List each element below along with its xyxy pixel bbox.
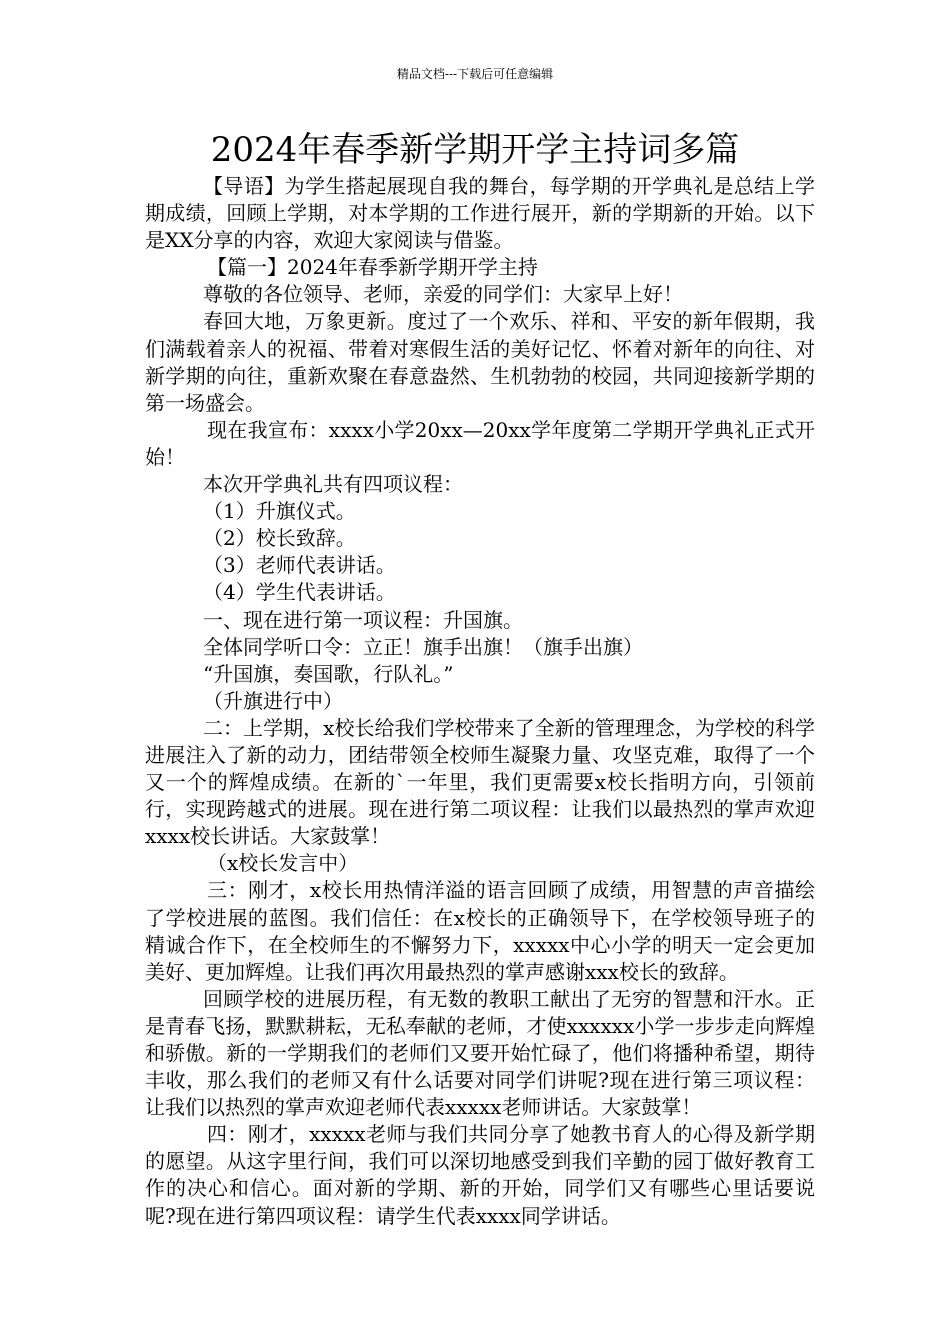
paragraph-stage-note: （升旗进行中） bbox=[203, 688, 343, 713]
agenda-item: （1）升旗仪式。 bbox=[203, 499, 356, 524]
document-title: 2024年春季新学期开学主持词多篇 bbox=[210, 130, 740, 170]
paragraph: 全体同学听口令：立正！旗手出旗！（旗手出旗） bbox=[203, 634, 643, 659]
paragraph-section-heading: 【篇一】2024年春季新学期开学主持 bbox=[207, 255, 538, 280]
paragraph: 四：刚才，xxxxx老师与我们共同分享了她教书育人的心得及新学期的愿望。从这字里行间，我们可以深切地感受到我们辛勤的园丁做好教育工作的决心和信心。面对新的学期、新的开始，同学们又有哪些心里话要说呢?现在进行第四项议程：请学生代表xxxx同学讲话。 bbox=[145, 1122, 815, 1228]
paragraph: 春回大地，万象更新。度过了一个欢乐、祥和、平安的新年假期，我们满载着亲人的祝福、带着对寒假生活的美好记忆、怀着对新年的向往、对新学期的向往，重新欢聚在春意盎然、生机勃勃的校园，共同迎接新学期的第一场盛会。 bbox=[145, 309, 815, 415]
paragraph-agenda-intro: 本次开学典礼共有四项议程： bbox=[203, 472, 463, 497]
paragraph: 一、现在进行第一项议程：升国旗。 bbox=[203, 607, 523, 632]
document-body bbox=[145, 173, 815, 1230]
agenda-item: （2）校长致辞。 bbox=[203, 526, 356, 551]
paragraph-announcement: 现在我宣布：xxxx小学20xx—20xx学年度第二学期开学典礼正式开始！ bbox=[145, 417, 815, 469]
agenda-item: （4）学生代表讲话。 bbox=[203, 580, 396, 605]
paragraph-quote: “升国旗，奏国歌，行队礼。” bbox=[203, 661, 454, 686]
agenda-item: （3）老师代表讲话。 bbox=[203, 553, 396, 578]
paragraph: 二：上学期，x校长给我们学校带来了全新的管理理念，为学校的科学进展注入了新的动力，团结带领全校师生凝聚力量、攻坚克难，取得了一个又一个的辉煌成绩。在新的`一年里，我们更需要x校长指明方向，引领前行，实现跨越式的进展。现在进行第二项议程：让我们以最热烈的掌声欢迎xxxx校长讲话。大家鼓掌！ bbox=[145, 715, 815, 849]
paragraph-greeting: 尊敬的各位领导、老师，亲爱的同学们：大家早上好！ bbox=[203, 282, 683, 307]
paragraph: 三：刚才，x校长用热情洋溢的语言回顾了成绩，用智慧的声音描绘了学校进展的蓝图。我们信任：在x校长的正确领导下，在学校领导班子的精诚合作下，在全校师生的不懈努力下，xxxxx中心小学的明天一定会更加美好、更加辉煌。让我们再次用最热烈的掌声感谢xxx校长的致辞。 bbox=[145, 878, 815, 984]
paragraph: 回顾学校的进展历程，有无数的教职工献出了无穷的智慧和汗水。正是青春飞扬，默默耕耘，无私奉献的老师，才使xxxxxx小学一步步走向辉煌和骄傲。新的一学期我们的老师们又要开始忙碌了，他们将播种希望，期待丰收，那么我们的老师又有什么话要对同学们讲呢?现在进行第三项议程：让我们以热烈的掌声欢迎老师代表xxxxx老师讲话。大家鼓掌！ bbox=[145, 986, 815, 1120]
header-note: 精品文档---下载后可任意编辑 bbox=[396, 67, 554, 81]
paragraph-intro: 【导语】为学生搭起展现自我的舞台，每学期的开学典礼是总结上学期成绩，回顾上学期，对本学期的工作进行展开，新的学期新的开始。以下是XX分享的内容，欢迎大家阅读与借鉴。 bbox=[145, 174, 815, 253]
paragraph-stage-note: （x校长发言中） bbox=[207, 851, 359, 876]
